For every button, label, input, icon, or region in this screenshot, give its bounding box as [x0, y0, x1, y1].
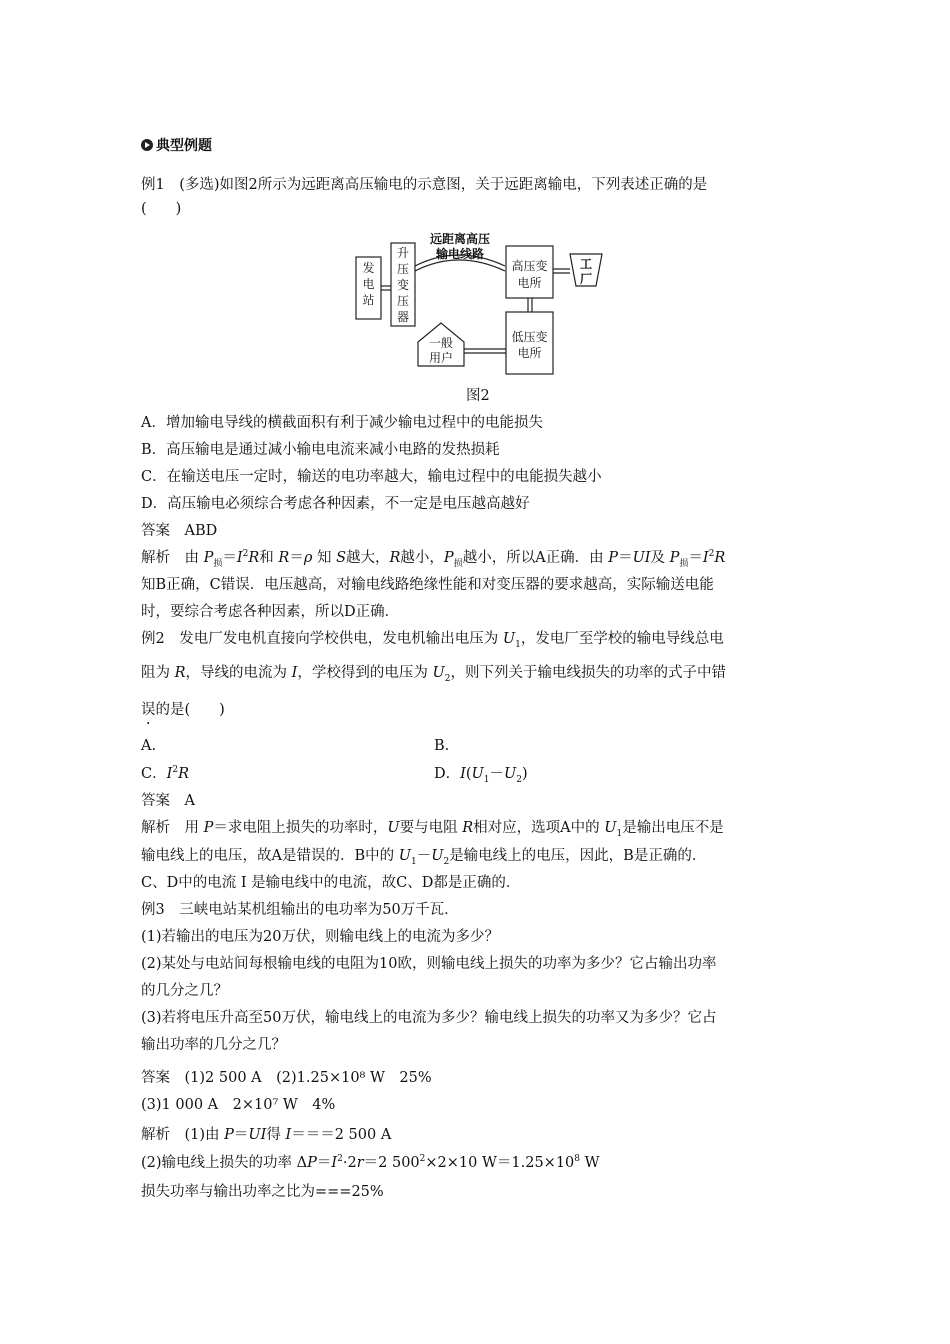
- hv-line-label-2: 输电线路: [435, 247, 485, 261]
- lv-substation-label-2: 电所: [517, 346, 542, 360]
- ex3-analysis-line-2: (2)输电线上损失的功率 $\Delta P=I^2\cdot 2r=2$ $500^2\times 2\times 10$ $W=1.25\times 10^8$ W: [141, 1154, 600, 1171]
- hv-substation-label-2: 电所: [517, 276, 542, 290]
- ex3-question-3-line-1: (3)若将电压升高至50万伏，输电线上的电流为多少？输电线上损失的功率又为多少？它占: [141, 1010, 717, 1026]
- user-label-2: 用户: [428, 351, 454, 365]
- hv-line-label-1: 远距离高压: [429, 232, 491, 246]
- ex3-answer-line-2: (3)1 000 A 2×10⁷ W 4%: [141, 1097, 336, 1113]
- ex1-answer: 答案 ABD: [141, 523, 218, 539]
- ex3-question-3-line-2: 输出功率的几分之几？: [141, 1037, 286, 1053]
- ex2-option-b: B.: [434, 738, 450, 754]
- factory-label-2: 厂: [579, 272, 593, 286]
- step-up-label-2: 压: [396, 262, 410, 276]
- ex3-answer-line-1: 答案 (1)2 500 A (2)1.25×10⁸ W 25%: [141, 1070, 432, 1086]
- power-station-label-3: 站: [362, 293, 375, 307]
- ex2-option-c-label: C．: [141, 766, 167, 782]
- figure-caption: 图2: [466, 388, 490, 404]
- ex2-stem-line-2: 阻为 R，导线的电流为 I，学校得到的电压为 $U_2$，则下列关于输电线损失的功率的式子中错: [141, 665, 726, 684]
- ex2-option-a: A.: [141, 738, 157, 754]
- ex2-analysis-line-3: C、D中的电流 I 是输电线中的电流，故C、D都是正确的．: [141, 875, 521, 891]
- step-up-label-1: 升: [396, 246, 410, 260]
- ex1-stem: 例1 (多选)如图2所示为远距离高压输电的示意图，关于远距离输电，下列表述正确的是: [141, 177, 708, 193]
- ex2-analysis-line-2: 输电线上的电压，故A是错误的．B中的 $U_1-U_2$是输电线上的电压，因此，B是正确的．: [141, 848, 707, 867]
- step-up-label-3: 变: [396, 278, 410, 292]
- lv-substation-label-1: 低压变: [511, 330, 548, 344]
- ex3-question-2-line-2: 的几分之几？: [141, 983, 228, 999]
- ex3-analysis-line-3: 损失功率与输出功率之比为===25%: [141, 1184, 384, 1200]
- power-station-label-2: 电: [362, 277, 375, 291]
- ex3-analysis-line-1: 解析 (1)由 P＝UI得 I＝＝＝2 500 A: [141, 1127, 392, 1143]
- ex2-option-d-label: D．: [434, 766, 461, 782]
- ex3-question-2-line-1: (2)某处与电站间每根输电线的电阻为10欧，则输电线上损失的功率为多少？它占输出功率: [141, 956, 717, 972]
- ex1-option-c: C．在输送电压一定时，输送的电功率越大，输电过程中的电能损失越小: [141, 469, 602, 485]
- ex1-option-b: B．高压输电是通过减小输电电流来减小电路的发热损耗: [141, 442, 500, 458]
- section-heading: [141, 136, 212, 156]
- step-up-label-4: 压: [396, 294, 410, 308]
- power-transmission-diagram: [350, 230, 610, 390]
- ex1-analysis-line-1: 解析 由 $P_损=I^2R$和 R＝ρ 知 S越大，R越小，$P_损$越小，所以A正确．由 P＝UI及 $P_损=I^2R$: [141, 549, 726, 569]
- section-heading-text: 典型例题: [156, 138, 212, 154]
- ex2-option-d: D．$I(U_1-U_2)$: [434, 766, 528, 785]
- ex2-analysis-line-1: 解析 用 P＝求电阻上损失的功率时，U要与电阻 R相对应，选项A中的 $U_1$是输出电压不是: [141, 820, 724, 839]
- power-station-label-1: 发: [362, 261, 375, 275]
- ex3-stem: 例3 三峡电站某机组输出的电功率为50万千瓦．: [141, 902, 459, 918]
- play-circle-icon: [141, 139, 153, 151]
- factory-label-1: 工: [579, 257, 593, 271]
- step-up-label-5: 器: [396, 310, 410, 324]
- ex1-analysis-line-2: 知B正确，C错误．电压越高，对输电线路绝缘性能和对变压器的要求越高，实际输送电能: [141, 577, 714, 593]
- ex1-analysis-line-3: 时，要综合考虑各种因素，所以D正确．: [141, 604, 400, 620]
- ex2-option-c: C．$I^2R$: [141, 765, 189, 782]
- ex2-answer: 答案 A: [141, 793, 195, 809]
- ex3-question-1: (1)若输出的电压为20万伏，则输电线上的电流为多少？: [141, 929, 499, 945]
- ex1-option-a: A．增加输电导线的横截面积有利于减少输电过程中的电能损失: [141, 415, 543, 431]
- ex1-option-d: D．高压输电必须综合考虑各种因素，不一定是电压越高越好: [141, 496, 530, 512]
- ex2-stem-line-3: 误的是( ): [141, 702, 225, 718]
- ex1-blank: ( ): [141, 201, 182, 217]
- ex2-stem-line-1: 例2 发电厂发电机直接向学校供电，发电机输出电压为 $U_1$，发电厂至学校的输电导线总电: [141, 631, 724, 650]
- user-label-1: 一般: [428, 336, 454, 350]
- hv-substation-label-1: 高压变: [511, 259, 548, 273]
